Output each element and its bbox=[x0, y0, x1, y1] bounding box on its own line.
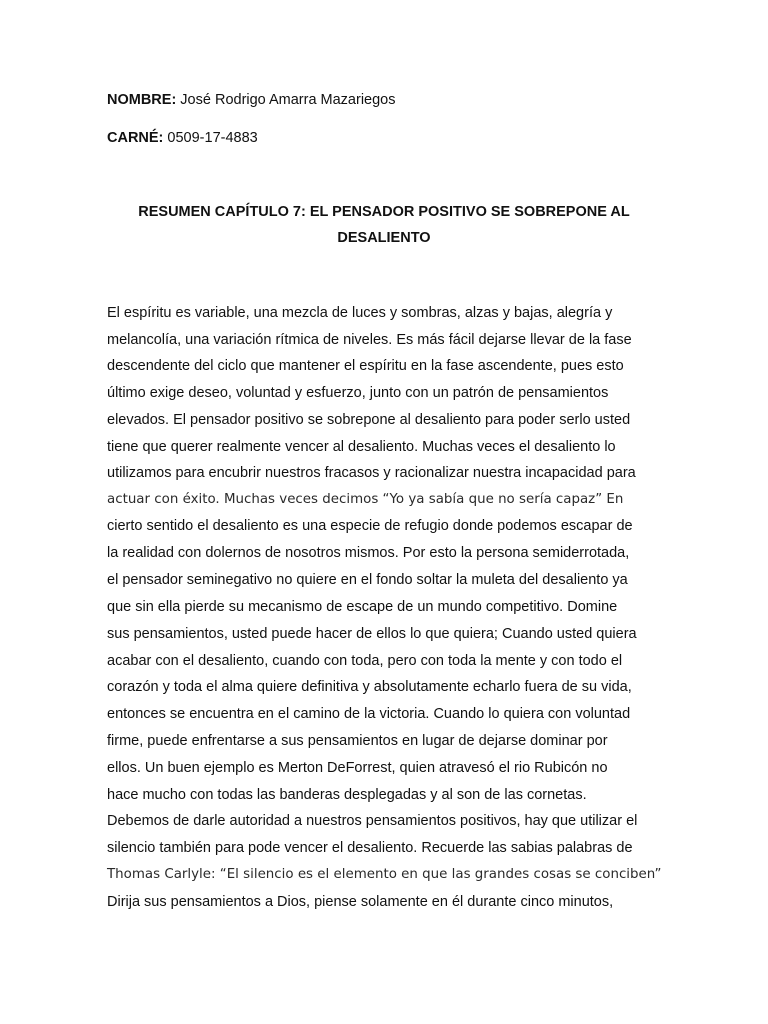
body-line: sus pensamientos, usted puede hacer de ellos lo que quiera; Cuando usted quiera bbox=[107, 626, 637, 642]
body-line: actuar con éxito. Muchas veces decimos “Yo ya sabía que no sería capaz” En bbox=[107, 492, 624, 507]
student-id-field bbox=[107, 129, 258, 147]
document-title-line-2: DESALIENTO bbox=[337, 230, 431, 246]
body-line: firme, puede enfrentarse a sus pensamientos en lugar de dejarse dominar por bbox=[107, 733, 608, 749]
body-line: el pensador seminegativo no quiere en el fondo soltar la muleta del desaliento ya bbox=[107, 572, 628, 588]
body-line: Dirija sus pensamientos a Dios, piense solamente en él durante cinco minutos, bbox=[107, 894, 614, 910]
body-line: El espíritu es variable, una mezcla de luces y sombras, alzas y bajas, alegría y bbox=[107, 305, 613, 321]
body-line: que sin ella pierde su mecanismo de escape de un mundo competitivo. Domine bbox=[107, 599, 618, 615]
body-line: entonces se encuentra en el camino de la victoria. Cuando lo quiera con voluntad bbox=[107, 706, 631, 722]
body-line: melancolía, una variación rítmica de niveles. Es más fácil dejarse llevar de la fase bbox=[107, 332, 632, 348]
name-value: José Rodrigo Amarra Mazariegos bbox=[176, 92, 396, 108]
body-line: la realidad con dolernos de nosotros mismos. Por esto la persona semiderrotada, bbox=[107, 545, 630, 561]
name-label: NOMBRE: bbox=[107, 92, 177, 108]
body-line: acabar con el desaliento, cuando con toda, pero con toda la mente y con todo el bbox=[107, 653, 623, 669]
body-line: descendente del ciclo que mantener el espíritu en la fase ascendente, pues esto bbox=[107, 358, 624, 374]
body-line: cierto sentido el desaliento es una especie de refugio donde podemos escapar de bbox=[107, 518, 633, 534]
carne-label: CARNÉ: bbox=[107, 130, 164, 146]
body-line: Debemos de darle autoridad a nuestros pensamientos positivos, hay que utilizar el bbox=[107, 813, 638, 829]
student-name-field bbox=[107, 91, 396, 109]
body-line: silencio también para pode vencer el desaliento. Recuerde las sabias palabras de bbox=[107, 840, 633, 856]
body-line: tiene que querer realmente vencer al desaliento. Muchas veces el desaliento lo bbox=[107, 439, 616, 455]
document-title-line-1: RESUMEN CAPÍTULO 7: EL PENSADOR POSITIVO SE SOBREPONE AL bbox=[138, 204, 630, 220]
body-line: ellos. Un buen ejemplo es Merton DeForrest, quien atravesó el rio Rubicón no bbox=[107, 760, 608, 776]
carne-value: 0509-17-4883 bbox=[163, 130, 258, 146]
body-line: utilizamos para encubrir nuestros fracasos y racionalizar nuestra incapacidad para bbox=[107, 465, 636, 481]
body-line: corazón y toda el alma quiere definitiva y absolutamente echarlo fuera de su vida, bbox=[107, 679, 632, 695]
body-line: elevados. El pensador positivo se sobrepone al desaliento para poder serlo usted bbox=[107, 412, 631, 428]
body-line: último exige deseo, voluntad y esfuerzo, junto con un patrón de pensamientos bbox=[107, 385, 609, 401]
body-line: hace mucho con todas las banderas desplegadas y al son de las cornetas. bbox=[107, 787, 587, 803]
body-line: Thomas Carlyle: “El silencio es el elemento en que las grandes cosas se conciben” bbox=[107, 867, 662, 882]
